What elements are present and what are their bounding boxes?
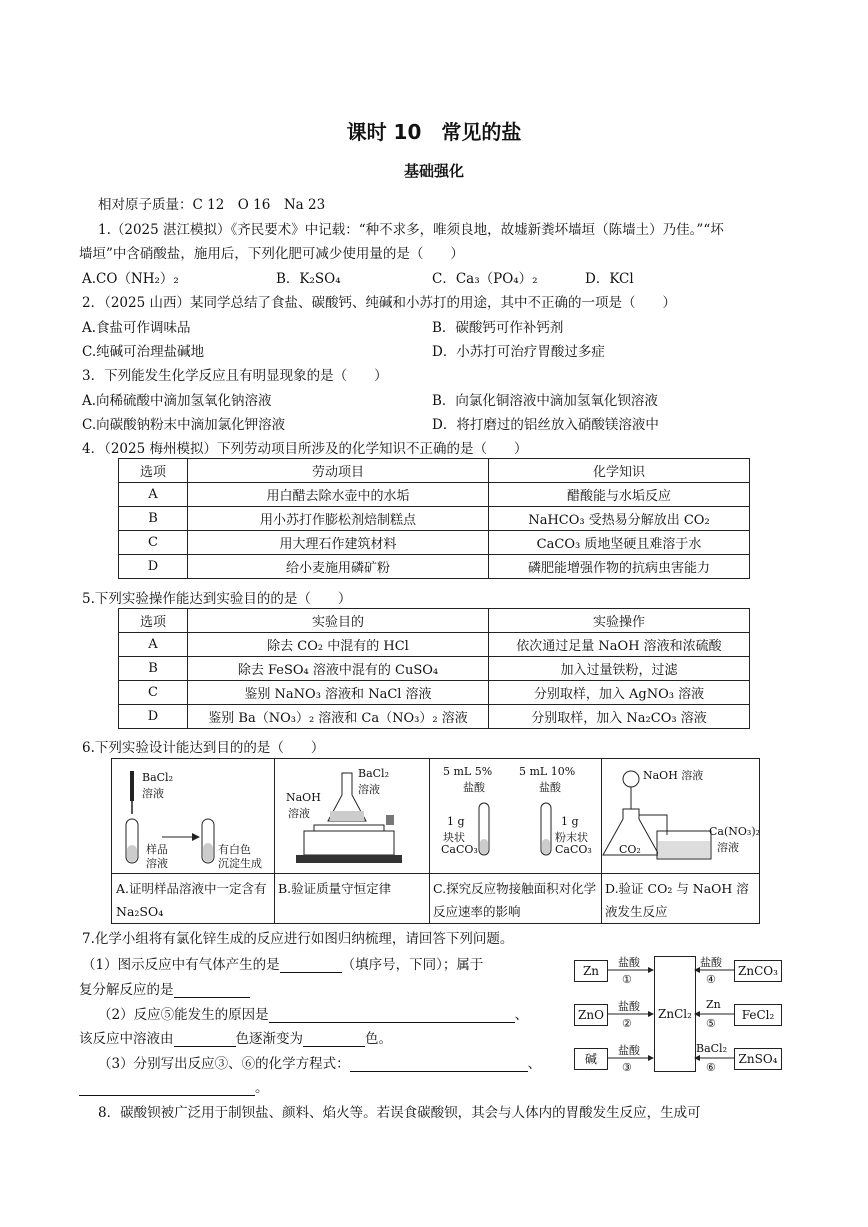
atomic-mass-note: 相对原子质量：C 12 O 16 Na 23 [98,197,326,213]
table-row [119,633,750,657]
table-cell: C [119,531,188,555]
reactant-zno-box: ZnO [574,1004,608,1026]
label-acid-10: 5 mL 10% [519,765,576,778]
label-ca-nitrate: Ca(NO₃)₂ [709,825,761,838]
label-result: 沉淀生成 [218,857,262,870]
table-cell: 给小麦施用磷矿粉 [188,555,489,579]
center-zncl2-box: ZnCl₂ [654,956,696,1072]
label-sample: 样品 [146,843,168,856]
q3-option-c: C.向碳酸钠粉末中滴加氯化钾溶液 [82,417,286,433]
label-caco3: CaCO₃ [441,843,478,856]
caption-d: D.验证 CO₂ 与 NaOH 溶液发生反应 [605,881,749,919]
q6-stem: 6.下列实验设计能达到目的的是（ ） [82,740,325,756]
label-reagent: BaCl₂ [358,767,389,780]
table-header: 劳动项目 [188,459,489,483]
table-cell: A [119,483,188,507]
section-subtitle: 基础强化 [403,162,464,180]
label-result: 有白色 [218,843,251,856]
label-caco3: CaCO₃ [555,843,592,856]
table-header: 选项 [119,609,188,633]
q1-option-c: C．Ca₃（PO₄）₂ [432,271,538,287]
table-cell: CaCO₃ 质地坚硬且难溶于水 [489,531,750,555]
table-cell: 用大理石作建筑材料 [188,531,489,555]
q2-option-a: A.食盐可作调味品 [82,320,191,336]
zncl2-reaction-diagram [572,954,784,1074]
table-header: 选项 [119,459,188,483]
reactant-fecl2-box: FeCl₂ [734,1004,782,1026]
table-cell: B [119,657,188,681]
answer-blank[interactable] [280,958,342,973]
label-reagent: 溶液 [142,787,164,800]
reactant-zn-box: Zn [574,960,608,982]
q7-part1-text: （填序号，下同）；属于 [341,957,484,973]
table-cell: 磷肥能增强作物的抗病虫害能力 [489,555,750,579]
q2-option-d: D．小苏打可治疗胃酸过多症 [432,344,605,360]
figure-d [601,759,759,874]
q4-stem: 4．（2025 梅州模拟）下列劳动项目所涉及的化学知识不正确的是（ ） [82,441,528,457]
table-header: 实验操作 [489,609,750,633]
table-row [119,507,750,531]
table-cell: 用小苏打作膨松剂焙制糕点 [188,507,489,531]
q7-part1 [82,953,483,973]
q7-part2-text: （2）反应⑤能发生的原因是 [98,1007,269,1023]
q5-stem: 5.下列实验操作能达到实验目的的是（ ） [82,591,352,607]
arrow-number: ③ [622,1061,632,1074]
q5-table [118,608,750,729]
q7-part2-text: 色逐渐变为 [235,1031,303,1047]
table-cell: 鉴别 NaNO₃ 溶液和 NaCl 溶液 [188,681,489,705]
figure-b [274,759,429,874]
answer-blank[interactable] [350,1057,528,1072]
label-acid-5: 5 mL 5% [443,765,493,778]
arrow-label: 盐酸 [618,1000,640,1013]
q7-part2-cont [79,1027,392,1047]
arrow-number: ① [622,973,632,986]
q1-stem-line2: 墙垣”中含硝酸盐，施用后，下列化肥可减少使用量的是（ ） [79,246,464,262]
q7-part3-cont [79,1076,269,1096]
label-naoh: NaOH [286,791,321,804]
caption-a: A.证明样品溶液中一定含有 Na₂SO₄ [116,881,267,919]
caption-c: C.探究反应物接触面积对化学反应速率的影响 [433,881,597,919]
arrow-label: Zn [706,998,721,1011]
table-cell: D [119,705,188,729]
table-header-row [119,609,750,633]
q7-sep: 、 [514,1007,529,1023]
arrow-number: ⑤ [706,1017,716,1030]
option-a-panel [112,759,275,923]
label-mass: 1 g [561,815,579,828]
reactant-znso4-box: ZnSO₄ [734,1048,782,1070]
answer-blank[interactable] [174,983,250,998]
arrow-label: 盐酸 [700,956,722,969]
table-header: 实验目的 [188,609,489,633]
q7-part3-text: （3）分别写出反应③、⑥的化学方程式： [98,1056,350,1072]
q2-option-c: C.纯碱可治理盐碱地 [82,344,205,360]
table-cell: 醋酸能与水垢反应 [489,483,750,507]
table-cell: 除去 CO₂ 中混有的 HCl [188,633,489,657]
label-solution: 溶液 [717,841,739,854]
q7-part3 [98,1052,541,1072]
table-header: 化学知识 [489,459,750,483]
q1-option-a: A.CO（NH₂）₂ [82,271,179,287]
page-title: 课时 10 常见的盐 [346,120,522,144]
table-cell: 用白醋去除水壶中的水垢 [188,483,489,507]
label-hcl: 盐酸 [539,781,561,794]
table-cell: B [119,507,188,531]
option-d-panel [601,759,759,923]
table-cell: D [119,555,188,579]
q7-sep: 、 [527,1056,542,1072]
arrow-number: ② [622,1017,632,1030]
table-cell: NaHCO₃ 受热易分解放出 CO₂ [489,507,750,531]
table-row [119,681,750,705]
label-lump: 块状 [443,831,465,844]
figure-c [429,759,601,874]
table-row [119,657,750,681]
table-cell: 加入过量铁粉，过滤 [489,657,750,681]
q1-stem-line1: 1.（2025 湛江模拟）《齐民要术》中记载：“种不求多，唯须良地，故墟新粪坏墙垣（陈墙土）乃佳。”“坏 [98,222,724,238]
label-naoh: NaOH 溶液 [643,769,704,782]
q8-stem: 8．碳酸钡被广泛用于制钡盐、颜料、焰火等。若误食碳酸钡，其会与人体内的胃酸发生反应，生成可 [98,1105,701,1121]
q7-part1-text: （1）图示反应中有气体产生的是 [82,957,280,973]
table-cell: A [119,633,188,657]
q6-experiment-grid [111,758,760,924]
table-cell: 依次通过足量 NaOH 溶液和浓硫酸 [489,633,750,657]
label-naoh: 溶液 [288,807,310,820]
q1-option-b: B．K₂SO₄ [276,271,341,287]
table-cell: 鉴别 Ba（NO₃）₂ 溶液和 Ca（NO₃）₂ 溶液 [188,705,489,729]
answer-blank[interactable] [269,1008,515,1023]
answer-blank[interactable] [303,1032,365,1047]
arrow-number: ⑥ [706,1061,716,1074]
q7-part1-cont [79,978,250,998]
q7-part2 [98,1003,528,1023]
q7-part2-text: 该反应中溶液由 [79,1031,174,1047]
label-reagent: 溶液 [358,783,380,796]
q1-option-d: D．KCl [585,271,634,287]
table-header-row [119,459,750,483]
answer-blank[interactable] [174,1032,236,1047]
q3-option-b: B．向氯化铜溶液中滴加氢氧化钡溶液 [432,393,658,409]
table-cell: 分别取样，加入 Na₂CO₃ 溶液 [489,705,750,729]
answer-blank[interactable] [79,1081,255,1096]
label-reagent: BaCl₂ [142,771,173,784]
q2-option-b: B．碳酸钙可作补钙剂 [432,320,564,336]
q7-part1-text: 复分解反应的是 [79,982,174,998]
q7-end: 。 [255,1080,269,1096]
arrow-number: ④ [706,973,716,986]
arrow-label: 盐酸 [618,956,640,969]
q3-stem: 3．下列能发生化学反应且有明显现象的是（ ） [82,368,388,384]
table-cell: 分别取样，加入 AgNO₃ 溶液 [489,681,750,705]
label-co2: CO₂ [619,843,641,856]
arrow-label: 盐酸 [618,1044,640,1057]
caption-b: B.验证质量守恒定律 [278,881,392,896]
q7-part2-text: 色。 [365,1031,392,1047]
q3-option-a: A.向稀硫酸中滴加氢氧化钠溶液 [82,393,272,409]
q2-stem: 2．（2025 山西）某同学总结了食盐、碳酸钙、纯碱和小苏打的用途，其中不正确的一项是（ ） [82,295,676,311]
q4-table [118,458,750,579]
figure-a [112,759,274,874]
label-powder: 粉末状 [555,831,588,844]
table-cell: 除去 FeSO₄ 溶液中混有的 CuSO₄ [188,657,489,681]
table-cell: C [119,681,188,705]
table-row [119,483,750,507]
table-row [119,705,750,729]
option-b-panel [274,759,430,923]
reactant-base-box: 碱 [574,1048,608,1070]
label-mass: 1 g [447,815,465,828]
arrow-label: BaCl₂ [696,1042,727,1055]
option-c-panel [429,759,602,923]
label-hcl: 盐酸 [463,781,485,794]
table-row [119,555,750,579]
q3-option-d: D．将打磨过的铝丝放入硝酸镁溶液中 [432,417,659,433]
q7-stem: 7.化学小组将有氯化锌生成的反应进行如图归纳梳理，请回答下列问题。 [82,931,514,947]
table-row [119,531,750,555]
reactant-znco3-box: ZnCO₃ [734,960,782,982]
label-sample: 溶液 [146,857,168,870]
